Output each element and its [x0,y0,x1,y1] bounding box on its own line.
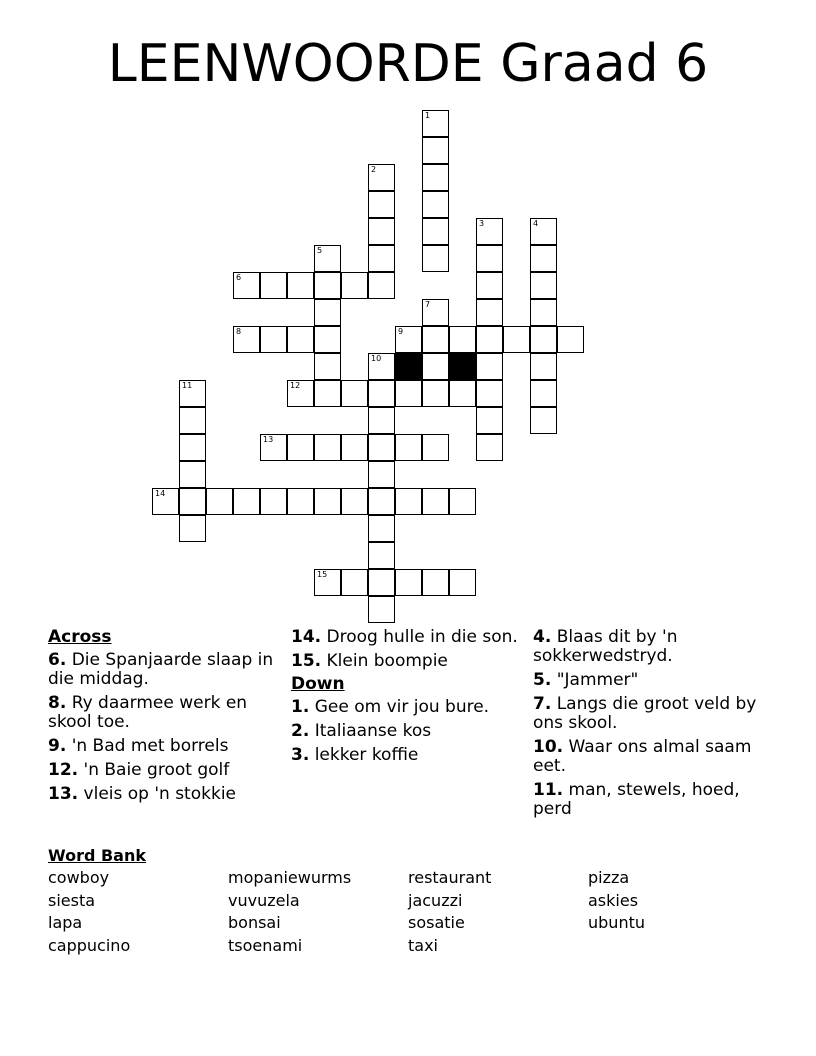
grid-cell[interactable] [233,488,260,515]
across-header: Across [48,627,112,647]
grid-cell[interactable] [368,245,395,272]
grid-cell[interactable] [233,272,260,299]
grid-cell[interactable] [179,380,206,407]
clue [48,651,280,689]
clue-number: 11. [533,780,564,800]
down-clues [291,698,523,765]
clue-number: 11 [182,381,193,390]
clue-number: 1 [425,111,431,120]
grid-cell[interactable] [341,272,368,299]
clue-text: Blaas dit by 'n sokkerwedstryd. [533,627,678,666]
grid-cell[interactable] [422,218,449,245]
blocked-cell [395,353,422,380]
grid-cell[interactable] [179,488,206,515]
word-bank-item: cappucino [48,935,131,955]
grid-cell[interactable] [368,380,395,407]
grid-cell[interactable] [395,326,422,353]
clue [291,652,523,671]
clue-number: 4 [533,219,539,228]
grid-cell[interactable] [179,461,206,488]
clue [533,695,765,733]
grid-cell[interactable] [476,353,503,380]
clue-number: 12. [48,760,79,780]
clue-text: 'n Bad met borrels [71,736,229,756]
clue-text: 'n Baie groot golf [83,760,230,780]
word-bank-item: tsoenami [228,935,303,955]
word-bank-item: pizza [588,868,630,887]
grid-cell[interactable] [476,218,503,245]
grid-cell[interactable] [422,110,449,137]
word-bank-item: cowboy [48,868,110,887]
clue [291,722,523,741]
clue-text: vleis op 'n stokkie [83,784,236,804]
grid-cell[interactable] [422,353,449,380]
grid-cell[interactable] [341,434,368,461]
grid-cell[interactable] [341,380,368,407]
word-bank-item: restaurant [408,868,492,887]
grid-cell[interactable] [179,407,206,434]
word-bank-header: Word Bank [48,846,147,865]
clue-number: 9 [398,327,404,336]
grid-cell[interactable] [422,164,449,191]
grid-cell[interactable] [341,488,368,515]
grid-cell[interactable] [422,326,449,353]
word-bank-item: askies [588,890,639,910]
clue [48,785,280,804]
clue-number: 8. [48,693,67,713]
down-header: Down [291,674,345,694]
clue-number: 13. [48,784,79,804]
grid-cell[interactable] [260,272,287,299]
grid-cell[interactable] [368,353,395,380]
word-bank-item: ubuntu [588,913,645,932]
across-clues-continued [291,628,523,671]
clue-number: 12 [290,381,301,390]
clue-text: Droog hulle in die son. [326,627,518,647]
grid-cell[interactable] [530,245,557,272]
grid-cell[interactable] [314,326,341,353]
grid-cell[interactable] [368,569,395,596]
clue-number: 7. [533,694,552,714]
clue-text: "Jammer" [556,670,639,690]
clue-number: 5 [317,246,323,255]
grid-cell[interactable] [368,515,395,542]
clue [533,781,765,819]
clue [48,737,280,756]
grid-cell[interactable] [314,569,341,596]
grid-cell[interactable] [449,488,476,515]
clue-text: Italiaanse kos [314,721,432,741]
clue [48,694,280,732]
clue [533,671,765,690]
grid-cell[interactable] [368,542,395,569]
clue [291,628,523,647]
grid-cell[interactable] [368,191,395,218]
across-clues [48,651,280,804]
grid-cell[interactable] [287,434,314,461]
clue-text: man, stewels, hoed, perd [533,780,740,819]
clue [48,761,280,780]
grid-cell[interactable] [368,434,395,461]
grid-cell[interactable] [260,326,287,353]
grid-cell[interactable] [449,569,476,596]
grid-cell[interactable] [395,569,422,596]
clues-column-1 [48,628,280,809]
clue-text: Die Spanjaarde slaap in die middag. [48,650,274,689]
grid-cell[interactable] [314,353,341,380]
grid-cell[interactable] [476,407,503,434]
grid-cell[interactable] [395,434,422,461]
clue-text: Waar ons almal saam eet. [533,737,752,776]
grid-cell[interactable] [530,353,557,380]
clue-number: 15 [317,570,328,579]
grid-cell[interactable] [287,326,314,353]
grid-cell[interactable] [395,380,422,407]
grid-cell[interactable] [368,596,395,623]
clue [291,698,523,717]
grid-cell[interactable] [530,299,557,326]
grid-cell[interactable] [422,137,449,164]
grid-cell[interactable] [260,434,287,461]
clue [533,738,765,776]
grid-cell[interactable] [530,380,557,407]
grid-cell[interactable] [557,326,584,353]
grid-cell[interactable] [530,272,557,299]
clue-number: 5. [533,670,552,690]
grid-cell[interactable] [422,569,449,596]
word-bank-item: taxi [408,935,438,955]
grid-cell[interactable] [233,326,260,353]
grid-cell[interactable] [449,380,476,407]
clue-number: 8 [236,327,242,336]
grid-cell[interactable] [179,515,206,542]
grid-cell[interactable] [422,434,449,461]
clue-text: Klein boompie [326,651,448,671]
grid-cell[interactable] [503,326,530,353]
clue-number: 2. [291,721,310,741]
blocked-cell [449,353,476,380]
clue-number: 4. [533,627,552,647]
clues-column-2 [291,628,523,770]
clue-number: 2 [371,165,377,174]
clue-number: 14. [291,627,322,647]
down-clues-continued [533,628,765,819]
word-bank-item: jacuzzi [408,890,463,910]
grid-cell[interactable] [179,434,206,461]
word-bank-item: siesta [48,890,96,910]
word-bank-item: lapa [48,913,83,932]
grid-cell[interactable] [476,299,503,326]
grid-cell[interactable] [422,299,449,326]
grid-cell[interactable] [476,434,503,461]
clue-number: 3 [479,219,485,228]
grid-cell[interactable] [368,272,395,299]
word-bank-item: bonsai [228,913,281,932]
grid-cell[interactable] [314,488,341,515]
clue-number: 15. [291,651,322,671]
grid-cell[interactable] [476,272,503,299]
page-title: LEENWOORDE Graad 6 [107,34,709,94]
grid-cell[interactable] [368,164,395,191]
grid-cell[interactable] [260,488,287,515]
grid-cell[interactable] [422,245,449,272]
grid-cell[interactable] [152,488,179,515]
grid-cell[interactable] [368,461,395,488]
grid-cell[interactable] [368,407,395,434]
grid-cell[interactable] [287,380,314,407]
grid-cell[interactable] [314,299,341,326]
clue-number: 9. [48,736,67,756]
grid-cell[interactable] [206,488,233,515]
grid-cell[interactable] [422,191,449,218]
grid-cell[interactable] [530,326,557,353]
clue-number: 10 [371,354,382,363]
grid-cell[interactable] [368,488,395,515]
word-bank-item: vuvuzela [228,890,300,910]
clues-column-3 [533,628,765,824]
grid-cell[interactable] [368,218,395,245]
grid-cell[interactable] [287,488,314,515]
clue-number: 7 [425,300,431,309]
clue-number: 13 [263,435,274,444]
grid-cell[interactable] [314,245,341,272]
grid-cell[interactable] [476,326,503,353]
grid-cell[interactable] [395,488,422,515]
clue-number: 10. [533,737,564,757]
clue-text: Ry daarmee werk en skool toe. [48,693,248,732]
clue-text: Langs die groot veld by ons skool. [533,694,757,733]
clue-text: lekker koffie [314,745,419,765]
word-bank-item: sosatie [408,913,465,932]
grid-cell[interactable] [449,326,476,353]
clue-number: 1. [291,697,310,717]
grid-cell[interactable] [341,569,368,596]
clue-number: 14 [155,489,166,498]
clue [291,746,523,765]
clue-text: Gee om vir jou bure. [314,697,490,717]
grid-cell[interactable] [287,272,314,299]
clue-number: 3. [291,745,310,765]
clue-number: 6. [48,650,67,670]
word-bank-item: mopaniewurms [228,868,352,887]
grid-cell[interactable] [422,380,449,407]
grid-cell[interactable] [314,434,341,461]
grid-cell[interactable] [314,272,341,299]
clue [533,628,765,666]
grid-cell[interactable] [530,218,557,245]
grid-cell[interactable] [530,407,557,434]
grid-cell[interactable] [476,380,503,407]
grid-cell[interactable] [422,488,449,515]
clue-number: 6 [236,273,242,282]
grid-cell[interactable] [476,245,503,272]
grid-cell[interactable] [314,380,341,407]
